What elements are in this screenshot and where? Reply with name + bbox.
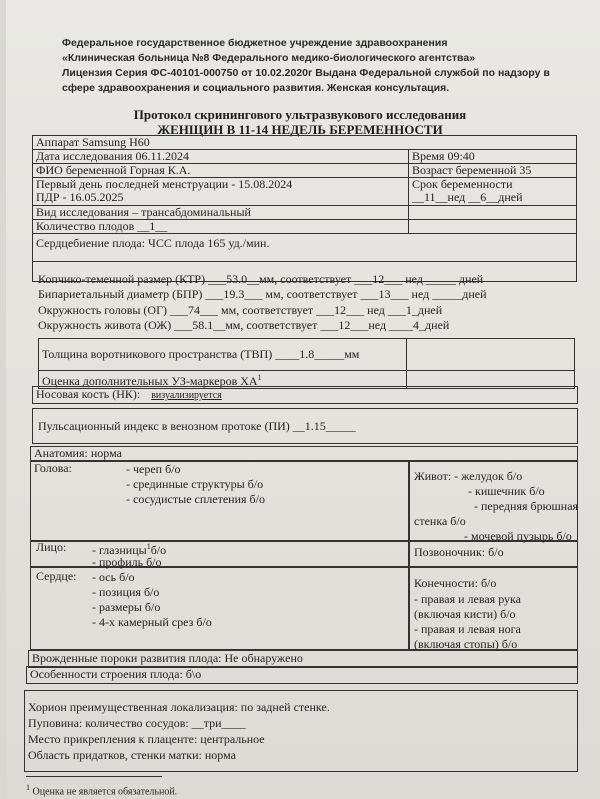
limbs-legs-detail: (включая стопы) б/о <box>414 637 518 651</box>
heart-list <box>92 570 212 630</box>
ozh-row: Окружность живота (ОЖ) ___58.1__мм, соответствует ___12___нед ____4_дней <box>38 318 450 332</box>
exam-type: Вид исследования – трансабдоминальный <box>33 206 409 220</box>
term-cell <box>409 178 577 206</box>
footnote-divider <box>26 776 162 777</box>
exam-time: Время 09:40 <box>409 150 577 164</box>
cord-insertion: Место прикрепления к плаценте: центральное <box>28 732 265 746</box>
due-date: ПДР - 16.05.2025 <box>36 190 124 204</box>
header-line-1: Федеральное государственное бюджетное учреждение здравоохранения <box>62 37 448 49</box>
lmp-cell <box>33 178 409 206</box>
patient-age: Возраст беременной 35 <box>409 164 577 178</box>
adnexa: Область придатков, стенки матки: норма <box>28 748 236 762</box>
footnote-ref: 1 <box>257 373 262 382</box>
header-line-3: Лицензия Серия ФС-40101-000750 от 10.02.2020г Выдана Федеральной службой по надзору в <box>62 67 550 79</box>
bpr-row: Бипариетальный диаметр (БПР) ___19.3___ мм, соответствует ___13___ нед _____дней <box>38 287 487 301</box>
protocol-subtitle: ЖЕНЩИН В 11-14 НЕДЕЛЬ БЕРЕМЕННОСТИ <box>157 122 443 137</box>
heart-size: - размеры б/о <box>92 600 161 614</box>
abdomen-bowel: - кишечник б/о <box>468 484 545 498</box>
heartbeat: Сердцебиение плода: ЧСС плода 165 уд./мин. <box>36 236 270 250</box>
heart-label: Сердце: <box>36 569 77 583</box>
pi-row: Пульсационный индекс в венозном протоке (ПИ) __1.15_____ <box>38 419 356 433</box>
face-box <box>30 540 410 568</box>
face-label: Лицо: <box>36 540 67 554</box>
nasal-bone-value: визуализируется <box>151 390 222 401</box>
protocol-title: Протокол скринингового ультразвукового исследования <box>133 107 467 122</box>
heart-four-chamber: - 4-х камерный срез б/о <box>92 615 212 629</box>
header-line-2: «Клиническая больница №8 Федерального медико-биологического агентства» <box>62 52 476 64</box>
ktr-row: Копчико-теменной размер (КТР) ___53.0__мм, соответствует ___12___ нед _____ дней <box>38 272 484 286</box>
face-orbits: - глазницы$^1$б/о <box>92 542 167 557</box>
additional-markers: Оценка дополнительных УЗ-маркеров $ХА^1$ <box>39 371 407 389</box>
header-line-4: сфере здравоохранения и социального развития. Женская консультация. <box>62 82 450 94</box>
nt-value: Толщина воротникового пространства (ТВП) ____1.8_____мм <box>42 347 360 361</box>
nasal-bone-row <box>36 387 222 403</box>
head-item-skull: - череп б/о <box>126 462 181 476</box>
head-label: Голова: <box>34 461 72 475</box>
footnote: $^1$ Оценка не является обязательной. <box>26 783 178 798</box>
defects: Врожденные пороки развития плода: Не обнаружено <box>32 651 303 665</box>
abdomen-wall: - передняя брюшная <box>474 499 579 513</box>
markers-table <box>38 338 575 389</box>
limbs-arms-detail: (включая кисти) б/о <box>414 607 516 621</box>
device-cell: Аппарат Samsung H60 <box>33 136 577 150</box>
og-row: Окружность головы (ОГ) ___74___ мм, соответствует ___12___ нед ___1_дней <box>38 303 443 317</box>
abdomen-label: Живот: - желудок б/о <box>414 469 523 483</box>
features: Особенности строения плода: б\о <box>30 667 202 681</box>
heart-axis: - ось б/о <box>92 570 135 584</box>
patient-name: ФИО беременной Горная К.А. <box>33 164 409 178</box>
abdomen-wall-status: стенка б/о <box>414 514 466 528</box>
exam-date: Дата исследования 06.11.2024 <box>33 150 409 164</box>
spine: Позвоночник: б/о <box>414 545 504 559</box>
institution-header <box>62 36 582 96</box>
limbs-legs: - правая и левая нога <box>414 622 521 636</box>
heart-box <box>30 566 410 650</box>
limbs-label: Конечности: б/о <box>414 576 497 590</box>
term-value: __11__нед __6__дней <box>412 190 523 204</box>
heart-position: - позиция б/о <box>92 585 160 599</box>
fetus-count: Количество плодов __1__ <box>33 220 409 234</box>
head-item-midline: - срединные структуры б/о <box>126 477 264 491</box>
lmp-date: Первый день последней менструации - 15.08.2024 <box>36 177 293 191</box>
limbs-list <box>414 592 521 652</box>
anatomy-heading: Анатомия: норма <box>34 446 122 460</box>
nt-cell <box>39 339 407 371</box>
term-label: Срок беременности <box>412 177 513 191</box>
abdomen-bladder: - мочевой пузырь б/о <box>464 529 572 543</box>
nasal-bone-label: Носовая кость (НК): <box>36 387 141 401</box>
limbs-arms: - правая и левая рука <box>414 592 522 606</box>
chorion-location: Хорион преимущественная локализация: по задней стенке. <box>28 700 330 714</box>
head-list <box>126 462 265 507</box>
heartbeat-cell <box>33 234 577 262</box>
info-table <box>32 135 577 282</box>
face-profile: - профиль б/о <box>92 555 162 569</box>
head-item-plexus: - сосудистые сплетения б/о <box>126 492 265 506</box>
umbilical-cord: Пуповина: количество сосудов: __три____ <box>28 716 246 730</box>
